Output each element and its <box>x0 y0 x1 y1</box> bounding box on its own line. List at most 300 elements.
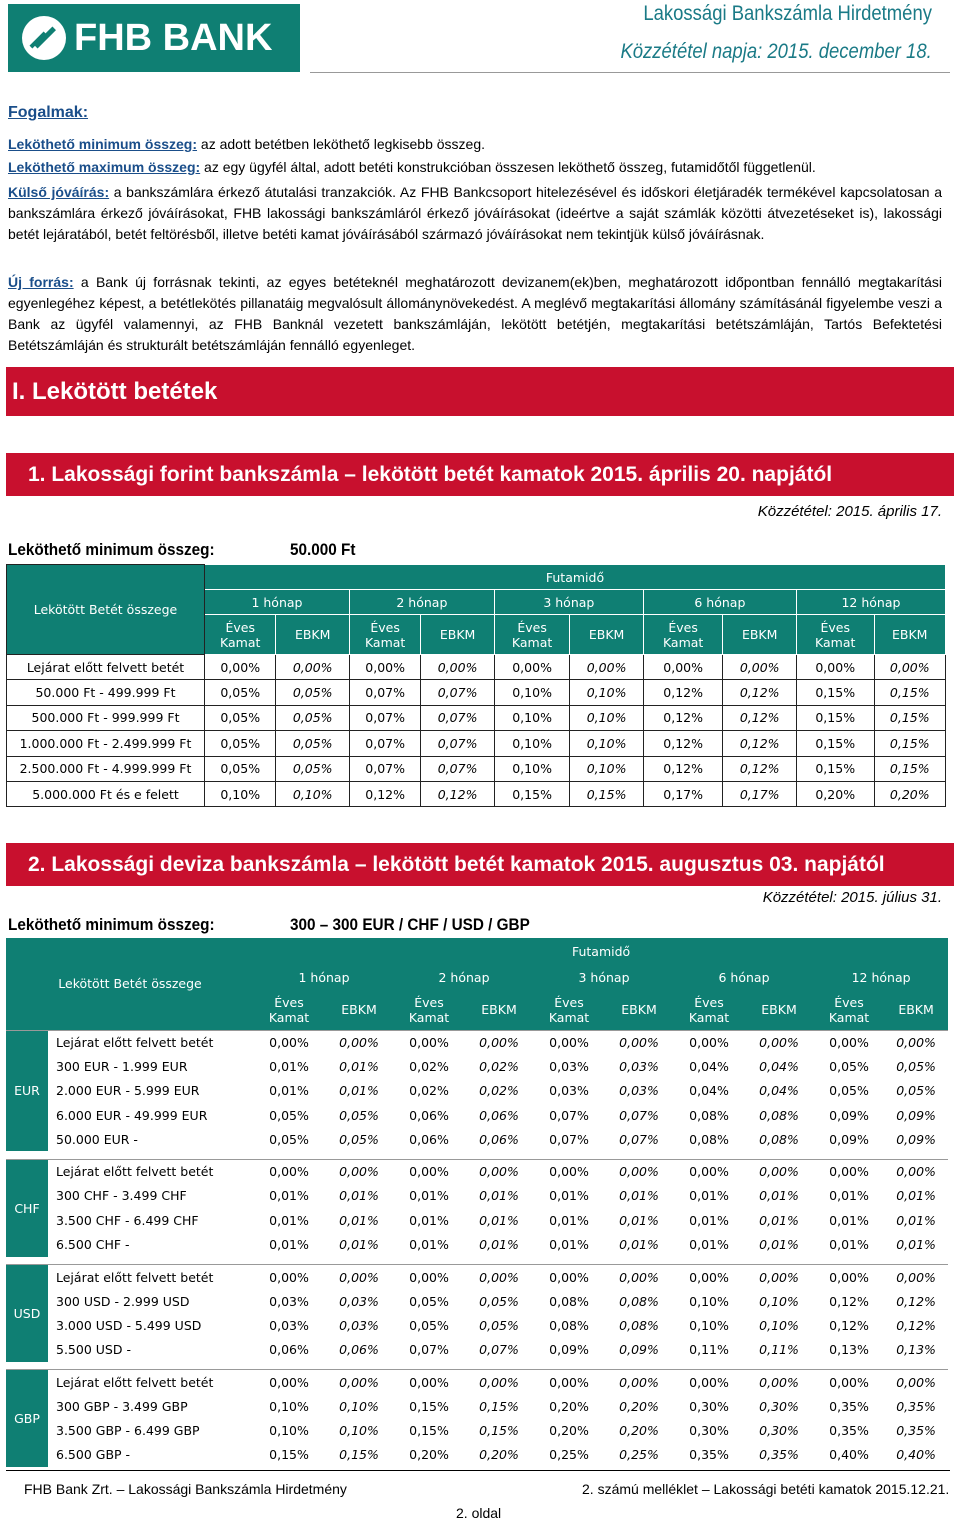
rate-cell: 0,08% <box>689 1107 729 1123</box>
ebkm-header: EBKM <box>604 990 674 1030</box>
rate-cell: 0,15% <box>796 680 874 705</box>
rate-cell: 0,00% <box>394 1159 464 1183</box>
rate-cell: 0,12% <box>349 781 420 806</box>
ebkm-cell: 0,01% <box>339 1237 379 1253</box>
kamat-label: Kamat <box>662 634 704 650</box>
t2-body <box>6 1030 948 1467</box>
ebkm-cell: 0,00% <box>464 1159 534 1183</box>
rate-cell: 0,35% <box>689 1447 729 1463</box>
rate-cell: 0,15% <box>409 1423 449 1439</box>
ebkm-cell: 0,11% <box>759 1342 799 1358</box>
term-header: 2 hónap <box>349 590 494 615</box>
definition-text: az adott betétben leköthető legkisebb összeg. <box>197 136 486 152</box>
rate-cell: 0,10% <box>689 1317 729 1333</box>
fhb-logo <box>8 4 300 72</box>
definition-term: Új forrás: <box>8 274 74 290</box>
rate-cell: 0,00% <box>254 1265 324 1289</box>
table1-title: 1. Lakossági forint bankszámla – lekötött betét kamatok 2015. április 20. napjától <box>6 453 954 496</box>
ebkm-cell: 0,35% <box>896 1398 936 1414</box>
rate-cell: 0,00% <box>254 1370 324 1394</box>
rate-cell: 0,00% <box>674 1370 744 1394</box>
rate-cell: 0,02% <box>409 1083 449 1099</box>
rate-cell: 0,12% <box>643 731 723 756</box>
ebkm-cell: 0,03% <box>619 1058 659 1074</box>
rate-cell: 0,08% <box>689 1131 729 1147</box>
row-label: 3.000 USD - 5.499 USD <box>56 1317 202 1333</box>
rate-cell: 0,09% <box>829 1107 869 1123</box>
ebkm-header: EBKM <box>421 615 494 655</box>
row-label: 50.000 EUR - <box>56 1131 138 1147</box>
ebkm-cell: 0,07% <box>619 1107 659 1123</box>
rate-cell: 0,00% <box>814 1030 884 1054</box>
ebkm-cell: 0,10% <box>759 1293 799 1309</box>
rate-cell: 0,11% <box>689 1342 729 1358</box>
ebkm-cell: 0,07% <box>421 756 494 781</box>
rate-cell: 0,00% <box>643 655 723 680</box>
futamido-header: Futamidő <box>205 565 946 590</box>
rate-cell: 0,05% <box>269 1131 309 1147</box>
rate-cell: 0,00% <box>205 655 276 680</box>
rate-cell: 0,12% <box>643 756 723 781</box>
rate-cell: 0,00% <box>349 655 420 680</box>
publication-date: Közzététel napja: 2015. december 18. <box>620 40 932 63</box>
rate-cell: 0,05% <box>205 680 276 705</box>
rate-cell: 0,01% <box>269 1083 309 1099</box>
rate-cell: 0,04% <box>689 1058 729 1074</box>
rate-cell: 0,03% <box>269 1293 309 1309</box>
fhb-logo-icon <box>22 16 66 60</box>
rate-cell: 0,00% <box>534 1159 604 1183</box>
ebkm-cell: 0,00% <box>324 1265 394 1289</box>
rate-cell: 0,25% <box>549 1447 589 1463</box>
eves-label: Éves <box>554 994 584 1010</box>
ebkm-cell: 0,01% <box>759 1237 799 1253</box>
table2-min-label: Leköthető minimum összeg: <box>8 915 215 934</box>
table-row <box>6 1079 948 1103</box>
rate-cell: 0,00% <box>674 1159 744 1183</box>
ebkm-cell: 0,07% <box>421 680 494 705</box>
row-label: 6.500 GBP - <box>56 1447 131 1463</box>
rate-cell: 0,07% <box>349 680 420 705</box>
rate-cell: 0,05% <box>829 1083 869 1099</box>
rate-cell: 0,05% <box>205 705 276 730</box>
ebkm-cell: 0,00% <box>884 1030 948 1054</box>
rate-cell: 0,10% <box>494 705 570 730</box>
ebkm-cell: 0,12% <box>421 781 494 806</box>
ebkm-cell: 0,01% <box>619 1212 659 1228</box>
ebkm-header: EBKM <box>276 615 349 655</box>
rate-cell: 0,00% <box>534 1030 604 1054</box>
definition-item <box>8 272 942 356</box>
ebkm-header: EBKM <box>884 990 948 1030</box>
rate-cell: 0,03% <box>549 1083 589 1099</box>
ebkm-cell: 0,05% <box>479 1317 519 1333</box>
ebkm-cell: 0,10% <box>570 731 643 756</box>
kamat-label: Kamat <box>688 1009 730 1025</box>
ebkm-cell: 0,12% <box>723 756 796 781</box>
ebkm-cell: 0,03% <box>619 1083 659 1099</box>
rate-cell: 0,08% <box>549 1293 589 1309</box>
forint-rates-table <box>6 564 946 807</box>
row-label: 3.500 CHF - 6.499 CHF <box>56 1212 199 1228</box>
row-label: Lejárat előtt felvett betét <box>48 1265 254 1289</box>
rate-cell: 0,01% <box>269 1188 309 1204</box>
spacer-cell <box>6 1257 948 1265</box>
eves-kamat-header <box>349 615 420 655</box>
ebkm-cell: 0,10% <box>339 1423 379 1439</box>
rate-cell: 0,01% <box>549 1188 589 1204</box>
ebkm-cell: 0,01% <box>339 1058 379 1074</box>
ebkm-cell: 0,01% <box>619 1237 659 1253</box>
row-label: Lejárat előtt felvett betét <box>7 655 205 680</box>
eves-label: Éves <box>274 994 304 1010</box>
currency-label: GBP <box>6 1370 48 1467</box>
rate-cell: 0,20% <box>796 781 874 806</box>
rate-cell: 0,00% <box>254 1159 324 1183</box>
ebkm-cell: 0,05% <box>276 756 349 781</box>
row-label: 300 CHF - 3.499 CHF <box>56 1188 187 1204</box>
ebkm-cell: 0,01% <box>619 1188 659 1204</box>
ebkm-cell: 0,05% <box>276 680 349 705</box>
rate-cell: 0,07% <box>549 1131 589 1147</box>
ebkm-cell: 0,20% <box>619 1423 659 1439</box>
kamat-label: Kamat <box>828 1009 870 1025</box>
footer-left: FHB Bank Zrt. – Lakossági Bankszámla Hirdetmény <box>24 1481 347 1497</box>
rate-cell: 0,05% <box>205 731 276 756</box>
ebkm-cell: 0,04% <box>759 1083 799 1099</box>
rate-cell: 0,10% <box>205 781 276 806</box>
ebkm-cell: 0,09% <box>619 1342 659 1358</box>
rate-cell: 0,01% <box>549 1237 589 1253</box>
rate-cell: 0,06% <box>409 1131 449 1147</box>
table-row <box>6 1159 948 1183</box>
ebkm-cell: 0,15% <box>874 680 946 705</box>
footer-right: 2. számú melléklet – Lakossági betéti kamatok 2015.12.21. <box>582 1481 950 1497</box>
ebkm-cell: 0,30% <box>759 1398 799 1414</box>
table-row <box>6 1338 948 1362</box>
table-row <box>6 1208 948 1232</box>
rate-cell: 0,00% <box>394 1030 464 1054</box>
row-label: 5.000.000 Ft és e felett <box>7 781 205 806</box>
row-label: 500.000 Ft - 999.999 Ft <box>7 705 205 730</box>
ebkm-cell: 0,03% <box>339 1317 379 1333</box>
eves-kamat-header <box>796 615 874 655</box>
table2-title: 2. Lakossági deviza bankszámla – lekötött betét kamatok 2015. augusztus 03. napjától <box>6 843 954 886</box>
ebkm-cell: 0,00% <box>604 1159 674 1183</box>
ebkm-cell: 0,40% <box>896 1447 936 1463</box>
ebkm-cell: 0,05% <box>339 1131 379 1147</box>
ebkm-cell: 0,10% <box>339 1398 379 1414</box>
row-label: 300 EUR - 1.999 EUR <box>56 1058 188 1074</box>
rate-cell: 0,00% <box>814 1265 884 1289</box>
ebkm-header: EBKM <box>874 615 946 655</box>
rate-cell: 0,02% <box>409 1058 449 1074</box>
ebkm-cell: 0,35% <box>759 1447 799 1463</box>
rate-cell: 0,10% <box>494 756 570 781</box>
row-label: Lejárat előtt felvett betét <box>48 1030 254 1054</box>
table-row <box>7 756 946 781</box>
rate-cell: 0,40% <box>829 1447 869 1463</box>
rate-cell: 0,07% <box>549 1107 589 1123</box>
ebkm-cell: 0,00% <box>604 1030 674 1054</box>
ebkm-cell: 0,15% <box>339 1447 379 1463</box>
rate-cell: 0,05% <box>205 756 276 781</box>
table-row <box>6 1232 948 1256</box>
ebkm-cell: 0,00% <box>570 655 643 680</box>
ebkm-cell: 0,07% <box>421 731 494 756</box>
eves-kamat-header <box>674 990 744 1030</box>
table-row <box>7 731 946 756</box>
ebkm-cell: 0,20% <box>874 781 946 806</box>
rate-cell: 0,05% <box>409 1293 449 1309</box>
kamat-label: Kamat <box>548 1009 590 1025</box>
rate-cell: 0,01% <box>409 1237 449 1253</box>
ebkm-cell: 0,13% <box>896 1342 936 1358</box>
ebkm-cell: 0,06% <box>339 1342 379 1358</box>
ebkm-cell: 0,00% <box>884 1265 948 1289</box>
row-label: 5.500 USD - <box>56 1342 131 1358</box>
table-row <box>7 781 946 806</box>
definition-term: Leköthető minimum összeg: <box>8 136 198 152</box>
spacer-cell <box>6 1151 948 1159</box>
ebkm-cell: 0,00% <box>464 1030 534 1054</box>
ebkm-cell: 0,09% <box>896 1131 936 1147</box>
ebkm-cell: 0,15% <box>874 756 946 781</box>
definition-text: a Bank új forrásnak tekinti, az egyes betéteknél meghatározott devizanem(ek)ben, meghatározott időpontban fennálló megtakarítási egyenlegéhez képest, a betétlekötés pillanatáig megvalósult állománynövekedést. A meglévő megtakarítási állomány számításánál figyelembe veszi a Bank az ügyfél valamennyi, az FHB Banknál vezetett bankszámláján, lekötött betétjén, megtakarítási betétszámláján, Tartós Befektetési Betétszámláján és strukturált betétszámláján fennálló egyenleget. <box>8 274 942 353</box>
eves-kamat-header <box>643 615 723 655</box>
rate-cell: 0,15% <box>796 705 874 730</box>
ebkm-cell: 0,09% <box>896 1107 936 1123</box>
row-label: 3.500 GBP - 6.499 GBP <box>56 1423 200 1439</box>
definition-text: a bankszámlára érkező átutalási tranzakciók. Az FHB Bankcsoport hitelezésével és időskori életjáradék termékével kapcsolatosan a bankszámlára érkező jóváírásokat, FHB lakossági bankszámláról érkező jóváírásokat (ideértve a saját számlák közötti átvezetéseket is), lakossági betét lejáratából, betét feltörésből, illetve betéti kamat jóváírásából származó jóváírásokat nem tekintjük külső jóváírásnak. <box>8 184 942 242</box>
rate-cell: 0,00% <box>534 1265 604 1289</box>
ebkm-cell: 0,04% <box>759 1058 799 1074</box>
kamat-label: Kamat <box>815 634 856 650</box>
rate-cell: 0,17% <box>643 781 723 806</box>
row-label: 50.000 Ft - 499.999 Ft <box>7 680 205 705</box>
rate-cell: 0,03% <box>269 1317 309 1333</box>
ebkm-cell: 0,02% <box>479 1058 519 1074</box>
table-row <box>7 680 946 705</box>
row-label: 300 GBP - 3.499 GBP <box>56 1398 188 1414</box>
rate-cell: 0,08% <box>549 1317 589 1333</box>
table-row <box>6 1103 948 1127</box>
section-title: I. Lekötött betétek <box>6 367 954 416</box>
term-header: 2 hónap <box>394 964 534 990</box>
ebkm-cell: 0,01% <box>479 1212 519 1228</box>
ebkm-cell: 0,01% <box>759 1212 799 1228</box>
rate-cell: 0,01% <box>829 1212 869 1228</box>
rate-cell: 0,00% <box>534 1370 604 1394</box>
eves-label: Éves <box>517 619 547 635</box>
table-row <box>6 1289 948 1313</box>
rate-cell: 0,01% <box>829 1188 869 1204</box>
rate-cell: 0,00% <box>814 1370 884 1394</box>
definition-term: Külső jóváírás: <box>8 184 110 200</box>
rate-cell: 0,01% <box>689 1188 729 1204</box>
ebkm-cell: 0,01% <box>896 1212 936 1228</box>
row-label: 6.500 CHF - <box>56 1237 130 1253</box>
rate-cell: 0,07% <box>349 731 420 756</box>
eves-kamat-header <box>254 990 324 1030</box>
table-row <box>7 705 946 730</box>
rate-cell: 0,15% <box>269 1447 309 1463</box>
ebkm-cell: 0,12% <box>896 1293 936 1309</box>
term-header: 12 hónap <box>796 590 945 615</box>
table-row <box>6 1030 948 1054</box>
currency-label: EUR <box>6 1030 48 1151</box>
ebkm-cell: 0,15% <box>874 731 946 756</box>
ebkm-cell: 0,08% <box>759 1131 799 1147</box>
ebkm-cell: 0,12% <box>723 705 796 730</box>
row-label: Lejárat előtt felvett betét <box>48 1370 254 1394</box>
ebkm-cell: 0,15% <box>479 1398 519 1414</box>
eves-label: Éves <box>834 994 864 1010</box>
ebkm-cell: 0,10% <box>759 1317 799 1333</box>
eves-label: Éves <box>370 619 400 635</box>
ebkm-cell: 0,35% <box>896 1423 936 1439</box>
rate-cell: 0,01% <box>689 1237 729 1253</box>
ebkm-cell: 0,08% <box>619 1317 659 1333</box>
group-spacer <box>6 1257 948 1265</box>
ebkm-cell: 0,15% <box>479 1423 519 1439</box>
ebkm-cell: 0,08% <box>759 1107 799 1123</box>
rate-cell: 0,05% <box>409 1317 449 1333</box>
rate-cell: 0,30% <box>689 1423 729 1439</box>
ebkm-cell: 0,05% <box>896 1083 936 1099</box>
rate-cell: 0,12% <box>643 680 723 705</box>
table-row <box>6 1054 948 1078</box>
group-spacer <box>6 1151 948 1159</box>
ebkm-cell: 0,30% <box>759 1423 799 1439</box>
ebkm-cell: 0,08% <box>619 1293 659 1309</box>
ebkm-cell: 0,10% <box>276 781 349 806</box>
term-header: 1 hónap <box>205 590 350 615</box>
kamat-label: Kamat <box>268 1009 310 1025</box>
rate-cell: 0,01% <box>409 1212 449 1228</box>
definition-item <box>8 134 942 155</box>
rate-cell: 0,10% <box>689 1293 729 1309</box>
kamat-label: Kamat <box>364 634 406 650</box>
eves-label: Éves <box>820 619 850 635</box>
definition-term: Leköthető maximum összeg: <box>8 159 201 175</box>
ebkm-cell: 0,01% <box>339 1212 379 1228</box>
rate-cell: 0,15% <box>494 781 570 806</box>
rate-cell: 0,00% <box>394 1265 464 1289</box>
table-row <box>7 655 946 680</box>
deviza-rates-table <box>6 938 948 1467</box>
rate-cell: 0,01% <box>269 1058 309 1074</box>
ebkm-header: EBKM <box>464 990 534 1030</box>
rate-cell: 0,20% <box>409 1447 449 1463</box>
eves-kamat-header <box>394 990 464 1030</box>
ebkm-cell: 0,20% <box>479 1447 519 1463</box>
ebkm-cell: 0,00% <box>723 655 796 680</box>
row-label: 2.500.000 Ft - 4.999.999 Ft <box>7 756 205 781</box>
table-row <box>6 1443 948 1467</box>
rate-cell: 0,07% <box>409 1342 449 1358</box>
definition-text: az egy ügyfél által, adott betéti konstrukcióban összesen leköthető összeg, futamidőtől függetlenül. <box>200 159 816 175</box>
rate-cell: 0,20% <box>549 1423 589 1439</box>
ebkm-cell: 0,06% <box>479 1131 519 1147</box>
rate-cell: 0,07% <box>349 756 420 781</box>
eves-label: Éves <box>225 619 255 635</box>
ebkm-cell: 0,00% <box>324 1159 394 1183</box>
page-number: 2. oldal <box>456 1505 502 1521</box>
rate-cell: 0,10% <box>494 680 570 705</box>
ebkm-cell: 0,00% <box>464 1265 534 1289</box>
row-header: Lekötött Betét összege <box>6 938 254 1030</box>
definitions-heading: Fogalmak: <box>8 104 89 121</box>
definition-item <box>8 157 942 178</box>
ebkm-cell: 0,05% <box>896 1058 936 1074</box>
ebkm-cell: 0,01% <box>479 1237 519 1253</box>
rate-cell: 0,01% <box>269 1212 309 1228</box>
ebkm-cell: 0,10% <box>570 756 643 781</box>
ebkm-cell: 0,10% <box>570 680 643 705</box>
term-header: 3 hónap <box>494 590 643 615</box>
row-label: 300 USD - 2.999 USD <box>56 1293 190 1309</box>
rate-cell: 0,09% <box>829 1131 869 1147</box>
table-row <box>6 1370 948 1394</box>
eves-kamat-header <box>494 615 570 655</box>
rate-cell: 0,00% <box>814 1159 884 1183</box>
ebkm-cell: 0,12% <box>723 731 796 756</box>
rate-cell: 0,15% <box>796 731 874 756</box>
ebkm-cell: 0,05% <box>276 705 349 730</box>
ebkm-cell: 0,07% <box>619 1131 659 1147</box>
rate-cell: 0,05% <box>269 1107 309 1123</box>
row-label: 1.000.000 Ft - 2.499.999 Ft <box>7 731 205 756</box>
ebkm-cell: 0,01% <box>896 1237 936 1253</box>
ebkm-cell: 0,05% <box>479 1293 519 1309</box>
table-row <box>6 1184 948 1208</box>
rate-cell: 0,01% <box>269 1237 309 1253</box>
rate-cell: 0,06% <box>409 1107 449 1123</box>
ebkm-cell: 0,25% <box>619 1447 659 1463</box>
rate-cell: 0,04% <box>689 1083 729 1099</box>
term-header: 3 hónap <box>534 964 674 990</box>
ebkm-cell: 0,10% <box>570 705 643 730</box>
ebkm-cell: 0,00% <box>464 1370 534 1394</box>
ebkm-cell: 0,03% <box>339 1293 379 1309</box>
eves-label: Éves <box>668 619 698 635</box>
ebkm-cell: 0,00% <box>421 655 494 680</box>
table-row <box>6 1313 948 1337</box>
table-row <box>6 1127 948 1151</box>
rate-cell: 0,12% <box>829 1293 869 1309</box>
currency-label: CHF <box>6 1159 48 1256</box>
ebkm-cell: 0,15% <box>570 781 643 806</box>
ebkm-cell: 0,17% <box>723 781 796 806</box>
rate-cell: 0,07% <box>349 705 420 730</box>
rate-cell: 0,10% <box>494 731 570 756</box>
document-title: Lakossági Bankszámla Hirdetmény <box>643 2 932 25</box>
ebkm-header: EBKM <box>324 990 394 1030</box>
row-header: Lekötött Betét összege <box>7 565 205 655</box>
ebkm-cell: 0,06% <box>479 1107 519 1123</box>
ebkm-cell: 0,07% <box>421 705 494 730</box>
term-header: 1 hónap <box>254 964 394 990</box>
rate-cell: 0,05% <box>829 1058 869 1074</box>
ebkm-cell: 0,00% <box>744 1030 814 1054</box>
rate-cell: 0,15% <box>409 1398 449 1414</box>
rate-cell: 0,00% <box>674 1265 744 1289</box>
ebkm-cell: 0,00% <box>874 655 946 680</box>
rate-cell: 0,12% <box>643 705 723 730</box>
ebkm-header: EBKM <box>570 615 643 655</box>
rate-cell: 0,20% <box>549 1398 589 1414</box>
